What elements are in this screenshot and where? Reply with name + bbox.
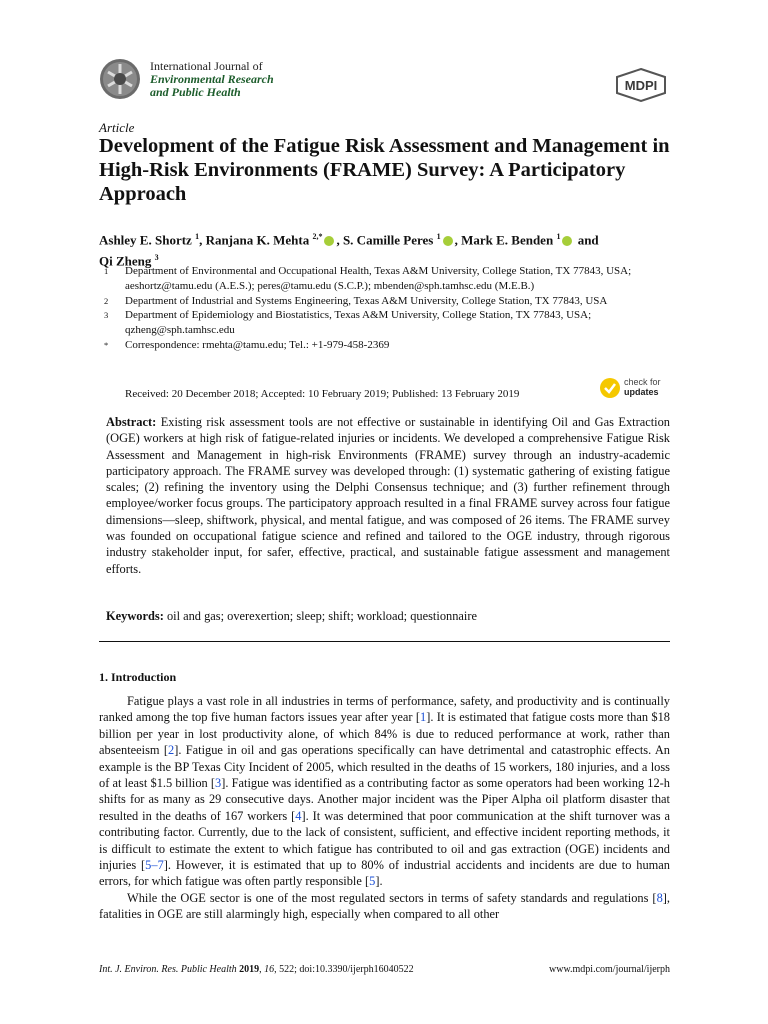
citation-link[interactable]: 8 <box>656 890 663 905</box>
article-type: Article <box>99 120 135 135</box>
author-affil-mark: 3 <box>154 253 159 263</box>
affiliation-item <box>104 308 684 338</box>
affiliation-mark: 3 <box>104 310 109 321</box>
check-updates-line2: updates <box>624 387 659 397</box>
affiliation-text: Correspondence: rmehta@tamu.edu; Tel.: +1-979-458-2369 <box>125 338 390 351</box>
author-name[interactable]: Ranjana K. Mehta <box>205 232 310 248</box>
citation-link[interactable]: 5–7 <box>145 858 164 873</box>
mdpi-logo-text: MDPI <box>624 78 658 93</box>
affiliation-mark: * <box>104 339 109 350</box>
citation-link[interactable]: 4 <box>295 808 302 823</box>
affiliation-item <box>104 294 684 309</box>
author-affil-mark: 2,* <box>312 232 323 241</box>
author-name[interactable]: Ashley E. Shortz <box>99 232 192 248</box>
author-affil-mark: 1 <box>436 232 441 241</box>
abstract-text: Existing risk assessment tools are not effective or sustainable in identifying Oil and Gas Extraction (OGE) workers at high risk of fatigue-related injuries or incidents. We developed a comprehensive Fatigue Risk Assessment and Management in high-risk Environments (FRAME) survey through an industry-academic participatory approach. The FRAME survey was developed through: (1) systematic gathering of existing fatigue scales; (2) refining the inventory using the Delphi Consensus technique; and (3) further refinement through employee/worker focus groups. The participatory approach resulted in a final FRAME survey across four fatigue dimensions—sleep, shiftwork, physical, and mental fatigue, and was composed of 26 items. The FRAME survey was founded on occupational fatigue science and refined and tailored to the OGE industry, through rigorous industry stakeholder input, for safer, effective, practical, and sustainable fatigue assessment and management efforts. <box>106 415 670 576</box>
section-title: 1. Introduction <box>99 670 177 684</box>
orcid-icon[interactable] <box>562 236 572 246</box>
affiliation-mark: 1 <box>104 266 109 276</box>
journal-name <box>150 60 274 99</box>
orcid-icon[interactable] <box>443 236 453 246</box>
footer-year: 2019 <box>239 964 260 975</box>
citation-link[interactable]: 1 <box>419 710 427 725</box>
author-name[interactable]: S. Camille Peres <box>342 232 434 248</box>
footer-journal-abbr: Int. J. Environ. Res. Public Health <box>99 964 237 975</box>
affiliation-text: Department of Epidemiology and Biostatistics, Texas A&M University, College Station, TX 77843, USA; qzheng@sph.tamhsc.edu <box>125 309 592 337</box>
orcid-icon[interactable] <box>324 236 334 246</box>
affiliation-text: Department of Environmental and Occupational Health, Texas A&M University, College Station, TX 77843, USA; aeshortz@tamu.edu (A.E.S.); peres@tamu.edu (S.C.P.); mbenden@sph.tamhsc.edu (M.E.B.) <box>125 265 632 292</box>
footer-volume: 16 <box>264 964 275 975</box>
author-name[interactable]: Qi Zheng <box>99 253 152 269</box>
author-name[interactable]: Mark E. Benden <box>461 232 554 248</box>
check-updates-line1: check for <box>624 377 661 387</box>
check-updates-text <box>624 377 661 397</box>
footer-url[interactable]: www.mdpi.com/journal/ijerph <box>549 964 670 975</box>
journal-name-line1: International Journal of <box>150 59 263 73</box>
check-for-updates-badge[interactable] <box>599 376 671 402</box>
paragraph: Fatigue plays a vast role in all industries in terms of performance, safety, and productivity and is continually ranked among the top five human factors issues year after year [1]. It is estimated that fatigue costs more than $18 billion per year in lost productivity alone, of which 84% is due to reduced performance at work, rather than absenteeism [2]. Fatigue in oil and gas operations specifically can have detrimental and catastrophic effects. An example is the BP Texas City Incident of 2005, which resulted in the deaths of 15 workers, 180 injuries, and a loss of at least $1.5 billion [3]. Fatigue was identified as a contributing factor as some operators had been working 12-h shifts for as many as 29 consecutive days. Another major incident was the Piper Alpha oil platform disaster that resulted in the deaths of 167 workers [4]. It was determined that poor communication at the shift turnover was a contributing factor. Currently, due to the lack of consistent, sufficient, and effective incident reporting methods, it is difficult to estimate the extent to which fatigue has contributed to oil and gas extraction (OGE) incidents and injuries [5–7]. However, it is estimated that up to 80% of industrial accidents and incidents are due to human errors, for which fatigue was often partly responsible [5]. <box>99 694 671 889</box>
mdpi-logo-icon <box>614 68 668 102</box>
check-updates-icon <box>599 377 621 399</box>
citation-link[interactable]: 5 <box>369 874 376 889</box>
citation-footer: Int. J. Environ. Res. Public Health 2019, 16, 522; doi:10.3390/ijerph16040522 <box>99 964 414 975</box>
journal-name-line3: and Public Health <box>150 85 241 99</box>
affiliation-mark: 2 <box>104 295 109 306</box>
citation-link[interactable]: 2 <box>168 743 175 758</box>
footer-doi: , 522; doi:10.3390/ijerph16040522 <box>274 964 414 975</box>
author-and: and <box>577 232 599 248</box>
affiliation-item <box>104 264 684 294</box>
keywords-label: Keywords: <box>106 609 164 623</box>
keywords <box>106 609 670 624</box>
section-divider <box>99 641 670 642</box>
journal-name-line2: Environmental Research <box>150 72 274 86</box>
affiliations <box>104 264 684 353</box>
journal-logo-icon <box>99 58 141 100</box>
article-title: Development of the Fatigue Risk Assessment and Management in High-Risk Environments (FRAME) Survey: A Participatory Approach <box>99 135 670 205</box>
author-list: Ashley E. Shortz $^1$, Ranjana K. Mehta $^{2,*}$ , S. Camille Peres $^1$ , Mark E. Benden $^1$ and Qi Zheng $^3$ <box>99 232 599 269</box>
author-affil-mark: 1 <box>195 232 200 241</box>
affiliation-text: Department of Industrial and Systems Engineering, Texas A&M University, College Station, TX 77843, USA <box>125 294 608 307</box>
body-text <box>99 693 670 923</box>
publication-dates: Received: 20 December 2018; Accepted: 10 February 2019; Published: 13 February 2019 <box>125 388 520 400</box>
abstract <box>106 414 670 577</box>
citation-link[interactable]: 3 <box>215 776 222 791</box>
paragraph: While the OGE sector is one of the most regulated sectors in terms of safety standards and regulations [8], fatalities in OGE are still alarmingly high, especially when compared to all other <box>99 890 670 922</box>
keywords-text: oil and gas; overexertion; sleep; shift; workload; questionnaire <box>166 609 477 623</box>
author-affil-mark: 1 <box>556 232 561 241</box>
affiliation-item <box>104 338 684 353</box>
abstract-label: Abstract: <box>106 415 157 429</box>
